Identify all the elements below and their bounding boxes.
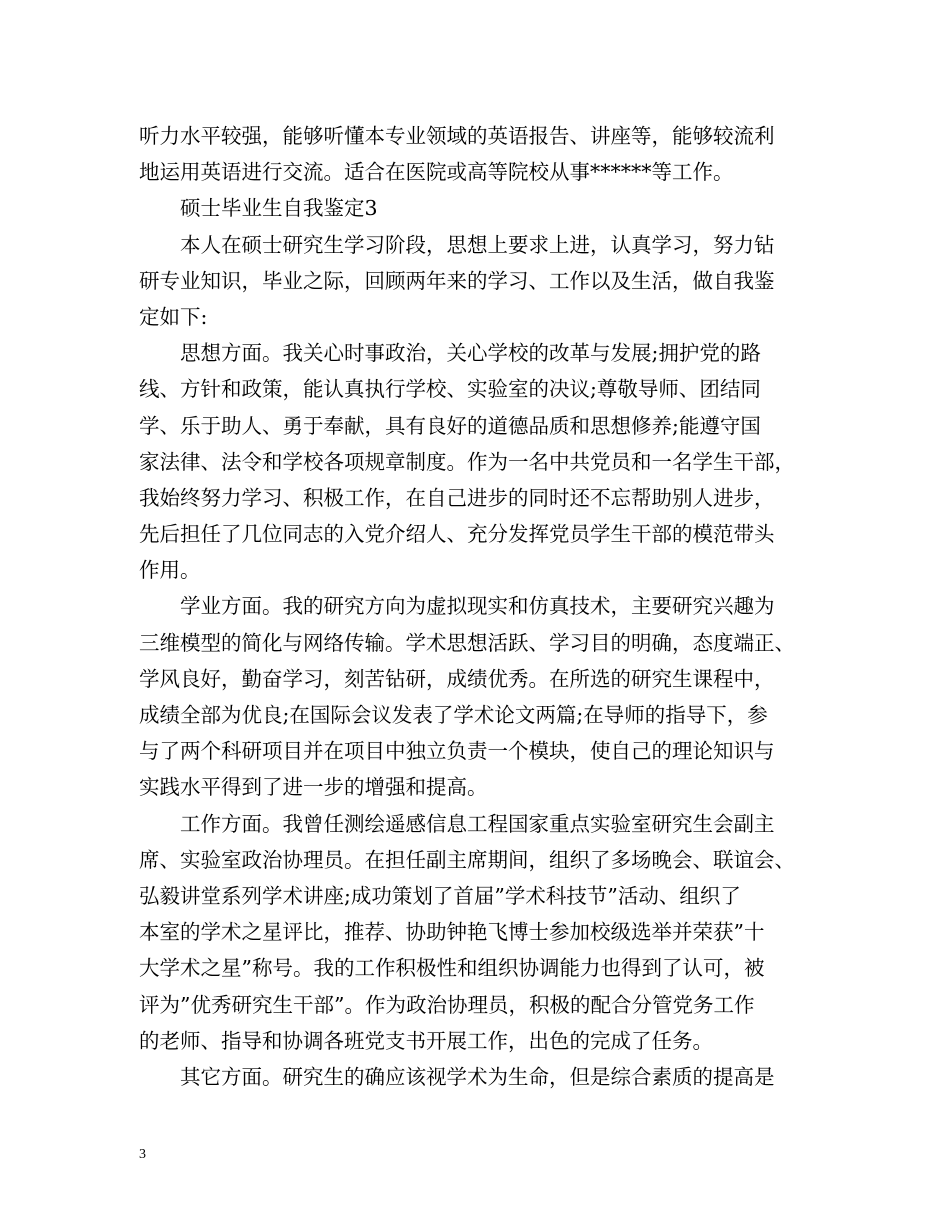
text-line: 地运用英语进行交流。适合在医院或高等院校从事******等工作。 xyxy=(139,160,734,185)
text-line: 研专业知识，毕业之际，回顾两年来的学习、工作以及生活，做自我鉴 xyxy=(139,268,775,293)
text-line: 与了两个科研项目并在项目中独立负责一个模块，使自己的理论知识与 xyxy=(139,739,775,764)
text-line: 三维模型的简化与网络传输。学术思想活跃、学习目的明确，态度端正、 xyxy=(139,630,795,655)
text-line: 的老师、指导和协调各班党支书开展工作，出色的完成了任务。 xyxy=(139,1028,713,1053)
text-line: 学业方面。我的研究方向为虚拟现实和仿真技术，主要研究兴趣为 xyxy=(180,594,775,619)
text-line: 学、乐于助人、勇于奉献，具有良好的道德品质和思想修养;能遵守国 xyxy=(139,413,761,438)
page-number: 3 xyxy=(139,1147,146,1162)
text-line: 思想方面。我关心时事政治，关心学校的改革与发展;拥护党的路 xyxy=(180,341,761,366)
text-line: 工作方面。我曾任测绘遥感信息工程国家重点实验室研究生会副主 xyxy=(180,811,775,836)
document-body xyxy=(139,118,819,1095)
text-line: 评为”优秀研究生干部”。作为政治协理员，积极的配合分管党务工作 xyxy=(139,992,755,1017)
text-line: 弘毅讲堂系列学术讲座;成功策划了首届”学术科技节”活动、组织了 xyxy=(139,883,741,908)
text-line: 我始终努力学习、积极工作，在自己进步的同时还不忘帮助别人进步， xyxy=(139,485,775,510)
text-line: 家法律、法令和学校各项规章制度。作为一名中共党员和一名学生干部， xyxy=(139,449,795,474)
text-line: 实践水平得到了进一步的增强和提高。 xyxy=(139,775,488,800)
text-line: 听力水平较强，能够听懂本专业领域的英语报告、讲座等，能够较流利 xyxy=(139,124,775,148)
text-line: 线、方针和政策，能认真执行学校、实验室的决议;尊敬导师、团结同 xyxy=(139,377,761,402)
text-line: 大学术之星”称号。我的工作积极性和组织协调能力也得到了认可，被 xyxy=(139,956,765,981)
text-line: 成绩全部为优良;在国际会议发表了学术论文两篇;在导师的指导下，参 xyxy=(139,703,768,727)
text-line: 其它方面。研究生的确应该视学术为生命，但是综合素质的提高是 xyxy=(180,1064,775,1089)
text-line: 先后担任了几位同志的入党介绍人、充分发挥党员学生干部的模范带头 xyxy=(139,522,775,547)
text-line: 作用。 xyxy=(139,558,201,583)
text-line: 本室的学术之星评比，推荐、协助钟艳飞博士参加校级选举并荣获”十 xyxy=(139,920,765,945)
text-line: 硕士毕业生自我鉴定3 xyxy=(180,196,378,221)
text-line: 席、实验室政治协理员。在担任副主席期间，组织了多场晚会、联谊会、 xyxy=(139,847,795,872)
text-line: 定如下: xyxy=(139,304,208,329)
text-line: 本人在硕士研究生学习阶段，思想上要求上进，认真学习，努力钻 xyxy=(180,232,775,257)
text-line: 学风良好，勤奋学习，刻苦钻研，成绩优秀。在所选的研究生课程中， xyxy=(139,666,775,691)
